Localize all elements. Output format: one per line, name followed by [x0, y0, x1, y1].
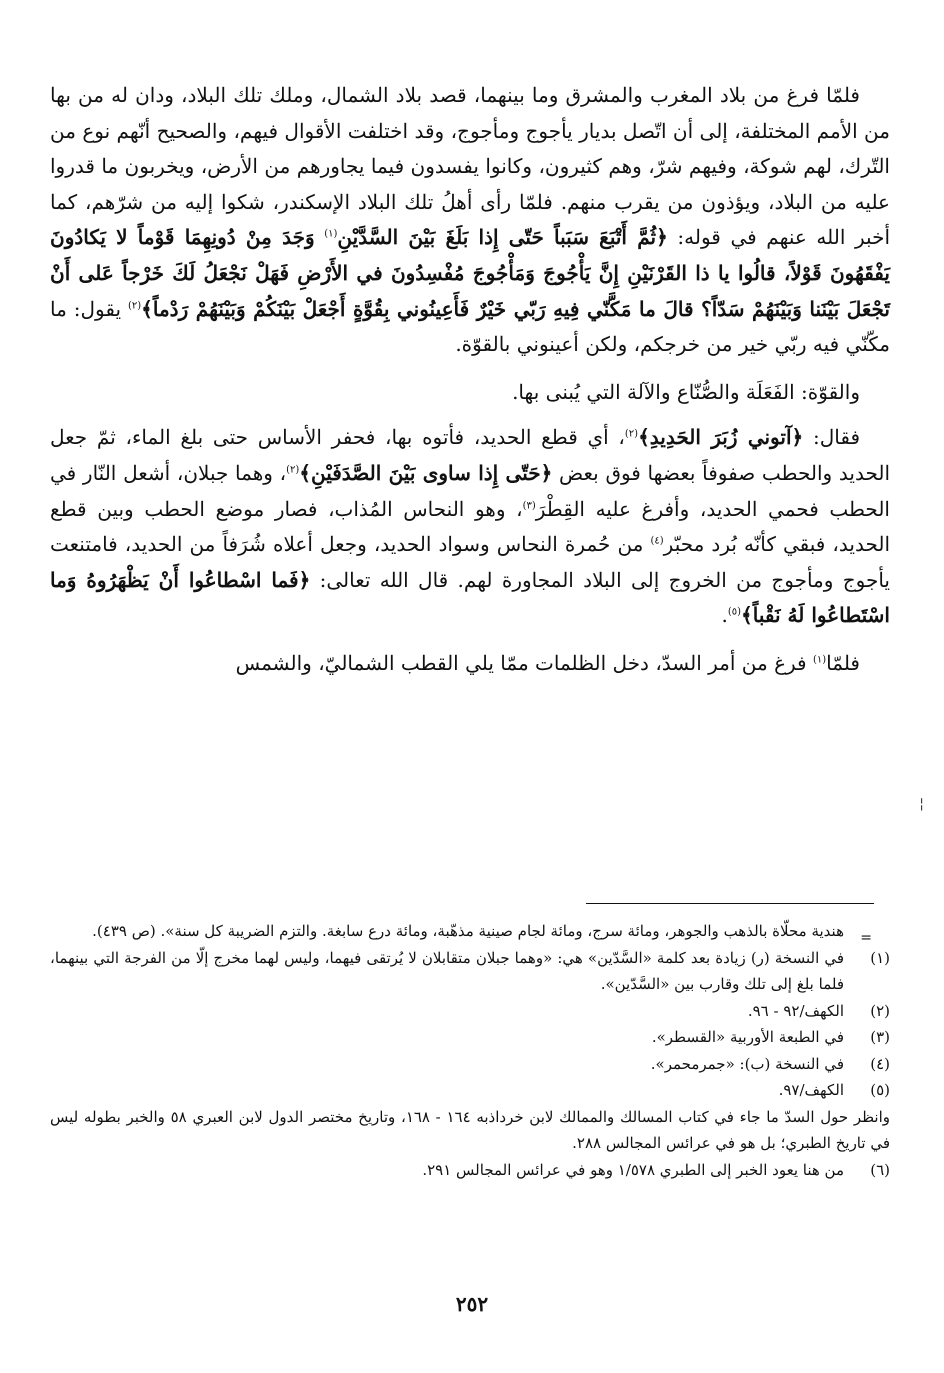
page-number: ٢٥٢: [455, 1292, 489, 1316]
footnote-number: (٣): [870, 1028, 890, 1046]
footnote-6: [50, 1157, 890, 1184]
footnote-continuation: هندية محلّاة بالذهب والجوهر، ومائة سرج، ومائة لجام صينية مذهّبة، ومائة درع سابغة. والتزم الضريبة كل سنة». (ص ٤٣٩).: [92, 922, 844, 940]
footnote-text: من هنا يعود الخبر إلى الطبري ١/٥٧٨ وهو في عرائس المجالس ٢٩١.: [422, 1160, 844, 1179]
footnote-2: [50, 998, 890, 1025]
footnote-separator: [586, 903, 874, 904]
footnote-number: (٦): [870, 1160, 890, 1179]
footnote-3: [50, 1024, 890, 1051]
paragraph-2: والقوّة: الفَعَلَة والصُّنّاع والآلة التي يُبنى بها.: [512, 379, 860, 404]
footnote-1: [50, 945, 890, 998]
margin-mark: ¦: [919, 796, 924, 812]
footnote-5: [50, 1077, 890, 1104]
footnote-extra: وانظر حول السدّ ما جاء في كتاب المسالك والممالك لابن خرداذبه ١٦٤ - ١٦٨، وتاريخ مختصر الدول لابن العبري ٥٨ والخبر بطوله ليس في تاريخ الطبري؛ بل هو في عرائس المجالس ٢٨٨.: [50, 1107, 891, 1152]
main-text: [50, 78, 890, 682]
paragraph-1: فلمّا فرغ من بلاد المغرب والمشرق وما بينهما، قصد بلاد الشمال، وملك تلك البلاد، ودان له من بها من الأمم المختلفة، إلى أن اتّصل بديار يأجوج ومأجوج، وقد اختلفت الأقوال فيهم، والصحيح أنّهم نوع من التّرك، لهم شوكة، وفيهم شرّ، وهم كثيرون، وكانوا يفسدون فيما يجاورهم من الأرض، ويخربون ما قدروا عليه من البلاد، ويؤذون من يقرب منهم. فلمّا رأى أهلُ تلك البلاد الإسكندر، شكوا إليه من شرّهم، كما أخبر الله عنهم في قوله: ﴿ثُمَّ أَتْبَعَ سَبَباً حَتّى إِذا بَلَغَ بَيْنَ السَّدَّيْنِ$^{(١)}$ وَجَدَ مِنْ دُونِهِمَا قَوْماً لا يَكادُونَ يَفْقَهُونَ قَوْلاً، قالُوا يا ذا القَرْنَيْنِ إِنَّ يَأْجُوجَ وَمَأْجُوجَ مُفْسِدُونَ في الأَرْضِ فَهَلْ نَجْعَلُ لَكَ خَرْجاً عَلى أَنْ تَجْعَلَ بَيْنَنا وَبَيْنَهُمْ سَدّاً؟ قالَ ما مَكَّنّي فِيهِ رَبّي خَيْرٌ فَأَعِينُوني بِقُوَّةٍ أَجْعَلْ بَيْنَكُمْ وَبَيْنَهُمْ رَدْماً﴾$^{(٢)}$ يقول: ما مكّنّي فيه ربّي خير من خرجكم، ولكن أعينوني بالقوّة.: [50, 83, 891, 357]
footnote-text: الكهف/٩٢ - ٩٦.: [747, 1001, 844, 1020]
continuation-mark: =: [860, 930, 872, 946]
footnote-number: (٢): [870, 1001, 890, 1020]
footnote-4: [50, 1051, 890, 1078]
footnote-number: (١): [870, 948, 890, 967]
footnotes: [50, 918, 890, 1183]
paragraph-4: فلمّا$^{(١)}$ فرغ من أمر السدّ، دخل الظلمات ممّا يلي القطب الشماليّ، والشمس: [235, 650, 860, 675]
paragraph-3: فقال: ﴿آتوني زُبَرَ الحَدِيدِ﴾$^{(٢)}$، أي قطع الحديد، فأتوه بها، فحفر الأساس حتى بلغ الماء، ثمّ جعل الحديد والحطب صفوفاً بعضها فوق بعض ﴿حَتّى إِذا ساوى بَيْنَ الصَّدَفَيْنِ﴾$^{(٢)}$، وهما جبلان، أشعل النّار في الحطب فحمي الحديد، وأفرغ عليه القِطْرَ$^{(٣)}$، وهو النحاس المُذاب، فصار موضع الحطب وبين قطع الحديد، فبقي كأنّه بُرد محبّر$^{(٤)}$ من حُمرة النحاس وسواد الحديد، وجعل أعلاه شُرَفاً من الحديد، فامتنعت يأجوج ومأجوج من الخروج إلى البلاد المجاورة لهم. قال الله تعالى: ﴿فَما اسْطاعُوا أَنْ يَظْهَرُوهُ وَما اسْتَطاعُوا لَهُ نَقْباً﴾$^{(٥)}$.: [50, 425, 891, 628]
footnote-number: (٥): [870, 1081, 890, 1099]
footnote-text: في النسخة (ر) زيادة بعد كلمة «السَّدّين» هي: «وهما جبلان متقابلان لا يُرتقى فيهما، وليس لهما مخرج إلّا من الفرجة التي بينهما، فلما بلغ إلى تلك وقارب بين «السَّدّين».: [50, 948, 844, 993]
footnote-text: في الطبعة الأوربية «القسطر».: [651, 1028, 844, 1046]
footnote-text: في النسخة (ب): «جمرمحمر».: [650, 1054, 844, 1073]
footnote-number: (٤): [870, 1054, 890, 1073]
footnote-text: الكهف/٩٧.: [778, 1081, 844, 1099]
